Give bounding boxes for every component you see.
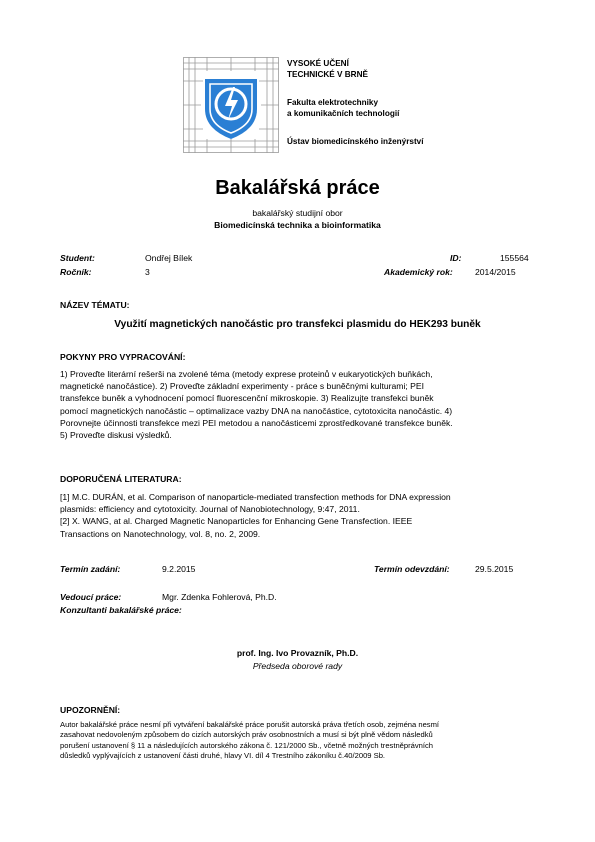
year-label: Ročník: bbox=[60, 267, 92, 277]
submit-date-label: Termín odevzdání: bbox=[374, 564, 450, 574]
university-line-1: VYSOKÉ UČENÍ bbox=[287, 59, 349, 68]
instructions-heading: POKYNY PRO VYPRACOVÁNÍ: bbox=[60, 352, 186, 362]
signature-name: prof. Ing. Ivo Provazník, Ph.D. bbox=[236, 648, 359, 658]
instructions-body bbox=[60, 368, 540, 441]
institute-name: Ústav biomedicínského inženýrství bbox=[287, 137, 424, 146]
year-value: 3 bbox=[145, 267, 150, 277]
instructions-line: Porovnejte účinnosti transfekce mezi PEI metodou a nanočásticemi zprostředkované transfekce buněk. bbox=[60, 417, 453, 428]
instructions-line: 5) Proveďte diskusi výsledků. bbox=[60, 430, 172, 441]
faculty-name bbox=[287, 97, 399, 119]
notice-line: důsledků vyplývajících z ustanovení části druhé, hlavy VI. díl 4 Trestního zákoníku č.40/2009 Sb. bbox=[60, 751, 386, 761]
faculty-line-2: a komunikačních technologií bbox=[287, 109, 400, 118]
literature-line: [1] M.C. DURÁN, et al. Comparison of nanoparticle-mediated transfection methods for DNA expression bbox=[60, 492, 451, 502]
instructions-line: 1) Proveďte literární rešerši na zvolené téma (metody exprese proteinů v eukaryotických buňkách, bbox=[60, 369, 433, 379]
literature-line: [2] X. WANG, at al. Charged Magnetic Nanoparticles for Enhancing Gene Transfection. IEEE bbox=[60, 516, 413, 527]
instructions-line: transfekce buněk a vyhodnocení pomocí fluorescenční mikroskopie. 3) Realizujte transfekci buněk bbox=[60, 393, 434, 404]
submit-date-value: 29.5.2015 bbox=[475, 564, 514, 574]
student-value: Ondřej Bílek bbox=[145, 253, 193, 263]
supervisor-value: Mgr. Zdenka Fohlerová, Ph.D. bbox=[162, 592, 277, 602]
supervisor-label: Vedoucí práce: bbox=[60, 592, 122, 602]
notice-heading: UPOZORNĚNÍ: bbox=[60, 705, 121, 715]
topic-title: Využití magnetických nanočástic pro transfekci plasmidu do HEK293 buněk bbox=[114, 319, 481, 330]
university-logo bbox=[183, 57, 279, 153]
study-type: bakalářský studijní obor bbox=[252, 208, 343, 218]
instructions-line: pomocí magnetických nanočástic – optimalizace vazby DNA na nanočástice, cytotoxicita nanočástic. 4) bbox=[60, 405, 453, 416]
notice-line: porušení ustanovení § 11 a následujících autorského zákona č. 121/2000 Sb., včetně možných trestněprávních bbox=[60, 740, 434, 750]
notice-line: Autor bakalářské práce nesmí při vytváření bakalářské práce porušit autorská práva třetích osob, zejména nesmí bbox=[60, 720, 440, 729]
logo-graphic bbox=[183, 57, 279, 153]
instructions-line: magnetické nanočástice). 2) Proveďte základní experimenty - práce s buněčnými kulturami; PEI bbox=[60, 381, 424, 392]
literature-heading: DOPORUČENÁ LITERATURA: bbox=[60, 474, 182, 484]
university-line-2: TECHNICKÉ V BRNĚ bbox=[287, 70, 368, 79]
assigned-date-label: Termín zadání: bbox=[60, 564, 121, 574]
university-name bbox=[287, 58, 368, 80]
page-title: Bakalářská práce bbox=[215, 177, 380, 199]
id-label: ID: bbox=[450, 253, 462, 263]
signature-role: Předseda oborové rady bbox=[252, 661, 343, 671]
academic-year-value: 2014/2015 bbox=[475, 267, 516, 277]
academic-year-label: Akademický rok: bbox=[384, 267, 453, 277]
topic-heading: NÁZEV TÉMATU: bbox=[60, 300, 130, 310]
faculty-line-1: Fakulta elektrotechniky bbox=[287, 98, 379, 107]
literature-line: plasmids: efficiency and cytotoxicity. Journal of Nanobiotechnology, 9:47, 2011. bbox=[60, 504, 360, 515]
id-value: 155564 bbox=[500, 253, 529, 263]
study-program: Biomedicínská technika a bioinformatika bbox=[214, 220, 381, 230]
literature-line: Transactions on Nanotechnology, vol. 8, no. 2, 2009. bbox=[60, 528, 261, 539]
notice-body bbox=[60, 720, 536, 762]
notice-line: zasahovat nedovoleným způsobem do cizích autorských práv osobnostních a musí si být plně vědom následků bbox=[60, 730, 433, 740]
student-label: Student: bbox=[60, 253, 95, 263]
consultants-label: Konzultanti bakalářské práce: bbox=[60, 605, 182, 615]
literature-body bbox=[60, 491, 540, 540]
assigned-date-value: 9.2.2015 bbox=[162, 564, 196, 574]
